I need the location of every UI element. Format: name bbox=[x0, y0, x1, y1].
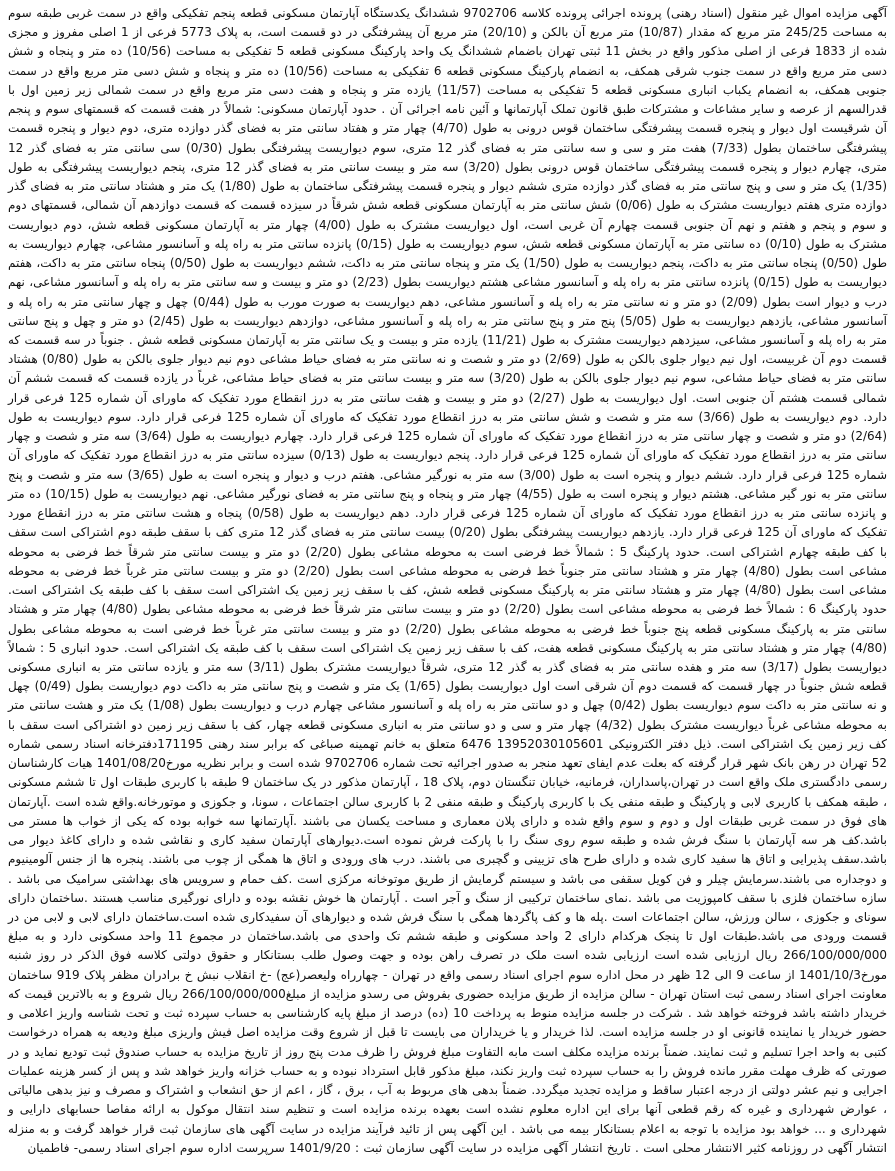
auction-notice-text: آگهی مزایده اموال غیر منقول (اسناد رهنی) پرونده اجرائی پرونده کلاسه 9702706 ششدانگ یکدستگاه آپارتمان مسکونی قطعه پنجم تفکیکی واقع در سمت غربی طبقه سوم به مساحت 245/25 متر مربع که مقدار (10/87) متر مربع آن بالکن و (20/10) متر مربع آن پیشرفتگی در دو قسمت است، به پلاک 5773 فرعی از 1 اصلی مفروز و مجزی شده از 1833 فرعی از اصلی مذکور واقع در بخش 11 ثبتی تهران باضمام ششدانگ یک واحد پارکینگ مسکونی قطعه 5 تفکیکی به مساحت (10/56) ده متر و پنجاه و شش دسی متر مربع واقع در سمت جنوب شرقی همکف، به انضمام پارکینگ مسکونی قطعه 6 تفکیکی به مساحت (10/56) ده متر و پنجاه و شش دسی متر مربع واقع در سمت جنوبی همکف، به انضمام یکباب انباری مسکونی قطعه 5 تفکیکی به مساحت (11/57) یازده متر و پنجاه و هفت دسی متر مربع واقع در سمت شمالی زیر زمین اول با قدرالسهم از عرصه و سایر مشاعات و مشترکات طبق قانون تملک آپارتمانها و آئین نامه اجرائی آن . حدود آپارتمان مسکونی: شمالاً در هفت قسمت که قسمتهای سوم و پنجم آن شرقیست اول دیوار و پنجره قسمت پیشرفتگی ساختمان قوس درونی به طول (4/70) چهار متر و هفتاد سانتی متر به فضای گذر دوازده متری، دوم دیوار و پنجره قسمت پیشرفتگی ساختمان بطول (7/33) هفت متر و سی و سه سانتی متر به فضای گذر 12 متری، سوم دیواریست پیشرفتگی بطول (0/30) سی سانتی متر به فضای گذر 12 متری، چهارم دیوار و پنجره قسمت پیشرفتگی ساختمان قوس درونی بطول (3/20) سه متر و بیست سانتی متر به فضای گذر 12 متری، پنجم دیواریست پیشرفتگی به طول (1/35) یک متر و سی و پنج سانتی متر به فضای گذر دوازده متری ششم دیوار و پنجره قسمت پیشرفتگی ساختمان به طول (1/80) یک متر و هشتاد سانتی متر به فضای گذر دوازده متری هفتم دیواریست مشترک به طول (0/06) شش سانتی متر به آپارتمان مسکونی قطعه شش شرقاً در سیزده قسمت که قسمت دوازدهم آن شمالی، قسمتهای دوم و سوم و پنجم و هفتم و نهم آن جنوبی قسمت چهارم آن غربی است، اول دیواریست مشترک به طول (4/00) چهار متر به آپارتمان مسکونی قطعه شش، دوم دیواریست مشترک به طول (0/10) ده سانتی متر به آپارتمان مسکونی قطعه شش، سوم دیواریست به طول (0/15) پانزده سانتی متر به راه پله و آسانسور مشاعی، چهارم دیواریست به طول (0/50) پنجاه سانتی متر به داکت، پنجم دیواریست به طول (1/50) یک متر و پنجاه سانتی متر به داکت، ششم دیواریست به طول (0/50) پنجاه سانتی متر به داکت، هفتم دیواریست به طول (0/15) پانزده سانتی متر به راه پله و آسانسور مشاعی هشتم دیواریست بطول (2/23) دو متر و بیست و سه سانتی متر به راه پله و آسانسور مشاعی، نهم درب و دیوار است بطول (2/09) دو متر و نه سانتی متر به راه پله و آسانسور مشاعی، دهم دیواریست به صورت مورب به طول (0/44) چهل و چهار سانتی متر به راه پله و آسانسور مشاعی، یازدهم دیواریست به طول (5/05) پنج متر و پنج سانتی متر به راه پله و آسانسور مشاعی، دوازدهم دیواریست به طول (2/45) دو متر و چهل و پنج سانتی متر به راه پله و آسانسور مشاعی، سیزدهم دیواریست مشترک به طول (11/21) یازده متر و بیست و یک سانتی متر به آپارتمان مسکونی قطعه شش . جنوباً در سه قسمت که قسمت دوم آن غربیست، اول نیم دیوار جلوی بالکن به طول (2/69) دو متر و شصت و نه سانتی متر به فضای حیاط مشاعی دوم نیم دیوار جلوی بالکن به طول (0/80) هشتاد سانتی متر به فضای حیاط مشاعی، سوم نیم دیوار جلوی بالکن به طول (3/20) سه متر و بیست سانتی متر به فضای حیاط مشاعی، غرباً در یازده قسمت که قسمت ششم آن شمالی قسمت هشتم آن جنوبی است. اول دیواریست به طول (2/27) دو متر و بیست و هفت سانتی متر به درز انقطاع مورد تفکیک که ماورای آن شماره 125 فرعی قرار دارد. دوم دیواریست به طول (3/66) سه متر و شصت و شش سانتی متر به درز انقطاع مورد تفکیک که ماورای آن شماره 125 فرعی قرار دارد. سوم دیواریست به طول (2/64) دو متر و شصت و چهار سانتی متر به درز انقطاع مورد تفکیک که ماورای آن شماره 125 فرعی قرار دارد. چهارم دیواریست به طول (3/64) سه متر و شصت و چهار سانتی متر به درز انقطاع مورد تفکیک که ماورای آن شماره 125 فرعی قرار دارد. پنجم دیواریست به طول (0/13) سیزده سانتی متر به درز انقطاع مورد تفکیک که ماورای آن شماره 125 فرعی قرار دارد. ششم دیوار و پنجره است به طول (3/00) سه متر به نورگیر مشاعی. هفتم درب و دیوار و پنجره است به طول (3/65) سه متر و شصت و پنج سانتی متر به نور گیر مشاعی. هشتم دیوار و پنجره است به طول (4/55) چهار متر و پنجاه و پنج سانتی متر به فضای نورگیر مشاعی. نهم دیواریست به طول (10/15) ده متر و پانزده سانتی متر به درز انقطاع مورد تفکیک که ماورای آن شماره 125 فرعی قرار دارد. دهم دیواریست به طول (0/58) پنجاه و هشت سانتی متر به درز انقطاع مورد تفکیک که ماورای آن 125 فرعی قرار دارد. یازدهم دیواریست پیشرفتگی بطول (0/20) بیست سانتی متر به فضای گذر 12 متری کف با سقف طبقه دوم اشتراکی است سقف با کف طبقه چهارم اشتراکی است. حدود پارکینگ 5 : شمالاً خط فرضی است به محوطه مشاعی بطول (2/20) دو متر و بیست سانتی متر شرقاً خط فرضی به محوطه مشاعی است بطول (4/80) چهار متر و هشتاد سانتی متر جنوباً خط فرضی به محوطه مشاعی است بطول (2/20) دو متر و بیست سانتی متر غرباً خط فرضی به محوطه مشاعی است بطول (4/80) چهار متر و هشتاد سانتی متر به پارکینگ مسکونی قطعه شش، کف با سقف زیر زمین یک اشتراکی است سقف با کف طبقه یک اشتراکی است. حدود پارکینگ 6 : شمالاً خط فرضی به محوطه مشاعی است بطول (2/20) دو متر و بیست سانتی متر شرقاً خط فرضی به محوطه مشاعی بطول (4/80) چهار متر و هشتاد سانتی متر به پارکینگ مسکونی قطعه پنج جنوباً خط فرضی به محوطه مشاعی بطول (2/20) دو متر و بیست سانتی متر غرباً خط فرضی است به محوطه مشاعی بطول (4/80) چهار متر و هشتاد سانتی متر به پارکینگ مسکونی قطعه هفت، کف با سقف زیر زمین یک اشتراکی است سقف با کف طبقه یک اشتراکی است. حدود انباری 5 : شمالاً دیواریست بطول (3/17) سه متر و هفده سانتی متر به فضای گذر به گذر 12 متری، شرقاً دیواریست مشترک بطول (3/11) سه متر و یازده سانتی متر به انباری مسکونی قطعه شش جنوباً در چهار قسمت که قسمت دوم آن شرقی است اول دیواریست بطول (1/65) یک متر و شصت و پنج سانتی متر به داکت دوم دیواریست بطول (0/49) چهل و نه سانتی متر به داکت سوم دیواریست بطول (0/42) چهل و دو سانتی متر به راه پله و آسانسور مشاعی چهارم درب و دیواریست بطول (1/08) یک متر و هشت سانتی متر به محوطه مشاعی غرباً دیواریست مشترک بطول (4/32) چهار متر و سی و دو سانتی متر به انباری مسکونی قطعه چهار، کف با سقف زیر زمین دو اشتراکی است سقف با کف زیر زمین یک اشتراکی است. ذیل دفتر الکترونیکی 13952030105601 6476 متعلق به خانم تهمینه صباغی که برابر سند رهنی 171195دفترخانه اسناد رسمی شماره 52 تهران در رهن بانک شهر قرار گرفته که بعلت عدم ایفای تعهد منجر به صدور اجرائیه تحت شماره 9702706 شده است و برابر نظریه مورخ1401/08/20 هیات کارشناسان رسمی دادگستری ملک واقع است در تهران،پاسداران، فرمانیه، خیابان تنگستان دوم، پلاک 18 ، آپارتمان مذکور در یک ساختمان 9 طبقه با کاربری طبقات اول تا ششم مسکونی ، طبقه همکف با کاربری لابی و پارکینگ و طبقه منفی یک با کاربری پارکینگ و طبقه منفی 2 با کاربری سالن اجتماعات ، سونا، و جکوزی و موتورخانه.واقع شده است .آپارتمان های فوق در سمت غربی طبقات اول و دوم و سوم واقع شده و دارای پلان معماری و مساحت یکسان می باشند .آپارتمانها سه خوابه بوده که یکی از خواب ها مستر می باشد.کف هر سه آپارتمان با سنگ فرش شده و طبقه سوم روی سنگ را با پارکت فرش نموده است.دیوارهای آپارتمان سفید کاری و نقاشی شده و دارای کاغذ دیوار می باشد.سقف پذیرایی و اتاق ها سفید کاری شده و دارای طرح های تزیینی و گچبری می باشند. درب های ورودی و اتاق ها همگی از چوب می باشند. پنجره ها از جنس آلومینیوم و دوجداره می باشند.سرمایش چیلر و فن کویل سقفی می باشد و سیستم گرمایش از طریق موتوخانه مرکزی است .کف حمام و سرویس های بهداشتی سرامیک می باشد . سازه ساختمان فلزی با سقف کامپوزیت می باشد .نمای ساختمان ترکیبی از سنگ و آجر است . آپارتمان ها خوش نقشه بوده و دارای نورگیری مناسب هستند .ساختمان دارای سونای و جکوزی ، سالن ورزش، سالن اجتماعات است .پله ها و کف پاگردها همگی با سنگ فرش شده و دیوارهای آن سفیدکاری شده است.ساختمان دارای لابی و لابی من در قسمت ورودی می باشد.طبقات اول تا پنجک هرکدام دارای 2 واحد مسکونی و طبقه ششم تک واحدی می باشد.ساختمان در مجموع 11 واحد مسکونی دارد و به مبلغ 266/100/000/000 ریال ارزیابی شده است ارزیابی شده است ملک در تصرف راهن بوده و جهت وصول طلب بستانکار و حقوق دولتی کلاسه فوق الذکر در روز شنبه مورخ1401/10/3 از ساعت 9 الی 12 ظهر در محل اداره سوم اجرای اسناد رسمی واقع در تهران - چهارراه ولیعصر(عج) -خ انقلاب نبش خ برادران مظفر پلاک 919 ساختمان معاونت اجرای اسناد رسمی ثبت استان تهران - سالن مزایده از طریق مزایده حضوری بفروش می رسدو مزایده از مبلغ266/100/000/000 ریال شروع و به بالاترین قیمت که خریدار داشته باشد فروخته خواهد شد . شرکت در جلسه مزایده منوط به پرداخت 10 (ده) درصد از مبلغ پایه کارشناسی به حساب سپرده ثبت و تحت شناسه واریز اعلامی و حضور خریدار یا نماینده قانونی او در جلسه مزایده است. لذا خریدار و یا خریداران می بایست تا قبل از شروع وقت مزایده اصل فیش واریزی مبلغ ودیعه به همراه درخواست کتبی به واحد اجرا تسلیم و ثبت نمایند. ضمناً برنده مزایده مکلف است مابه التفاوت مبلغ فروش را ظرف مدت پنج روز از تاریخ مزایده به حساب صندوق ثبت تودیع نماید و در صورتی که ظرف مهلت مقرر مانده فروش را به حساب سپرده ثبت واریز نکند، مبلغ مذکور قابل استرداد نبوده و به حساب خزانه واریز خواهد شد و پس از کسر هزینه عملیات اجرایی و نیم عشر دولتی از درجه اعتبار ساقط و مزایده تجدید میگردد. ضمناً بدهی های مربوط به آب ، برق ، گاز ، اعم از حق انشعاب و اشتراک و مصرف و نیز بدهی مالیاتی ، عوارض شهرداری و غیره که رقم قطعی آنها برای این اداره معلوم نشده است بعهده برنده مزایده است و تنظیم سند انتقال موکول به ارائه مفاصا حسابهای دارایی و شهرداری و ... خواهد بود مزایده با توجه به اعلام بستانکار بیمه می باشد . این آگهی پس از تائید فرآیند مزایده در سایت آگهی های سازمان ثبت قرار خواهد گرفت و به منزله انتشار آگهی در روزنامه کثیر الانتشار محلی است . تاریخ انتشار آگهی مزایده در سایت آگهی سازمان ثبت : 1401/9/20 سرپرست اداره سوم اجرای اسناد رسمی- فاطمیان bbox=[8, 6, 888, 1155]
